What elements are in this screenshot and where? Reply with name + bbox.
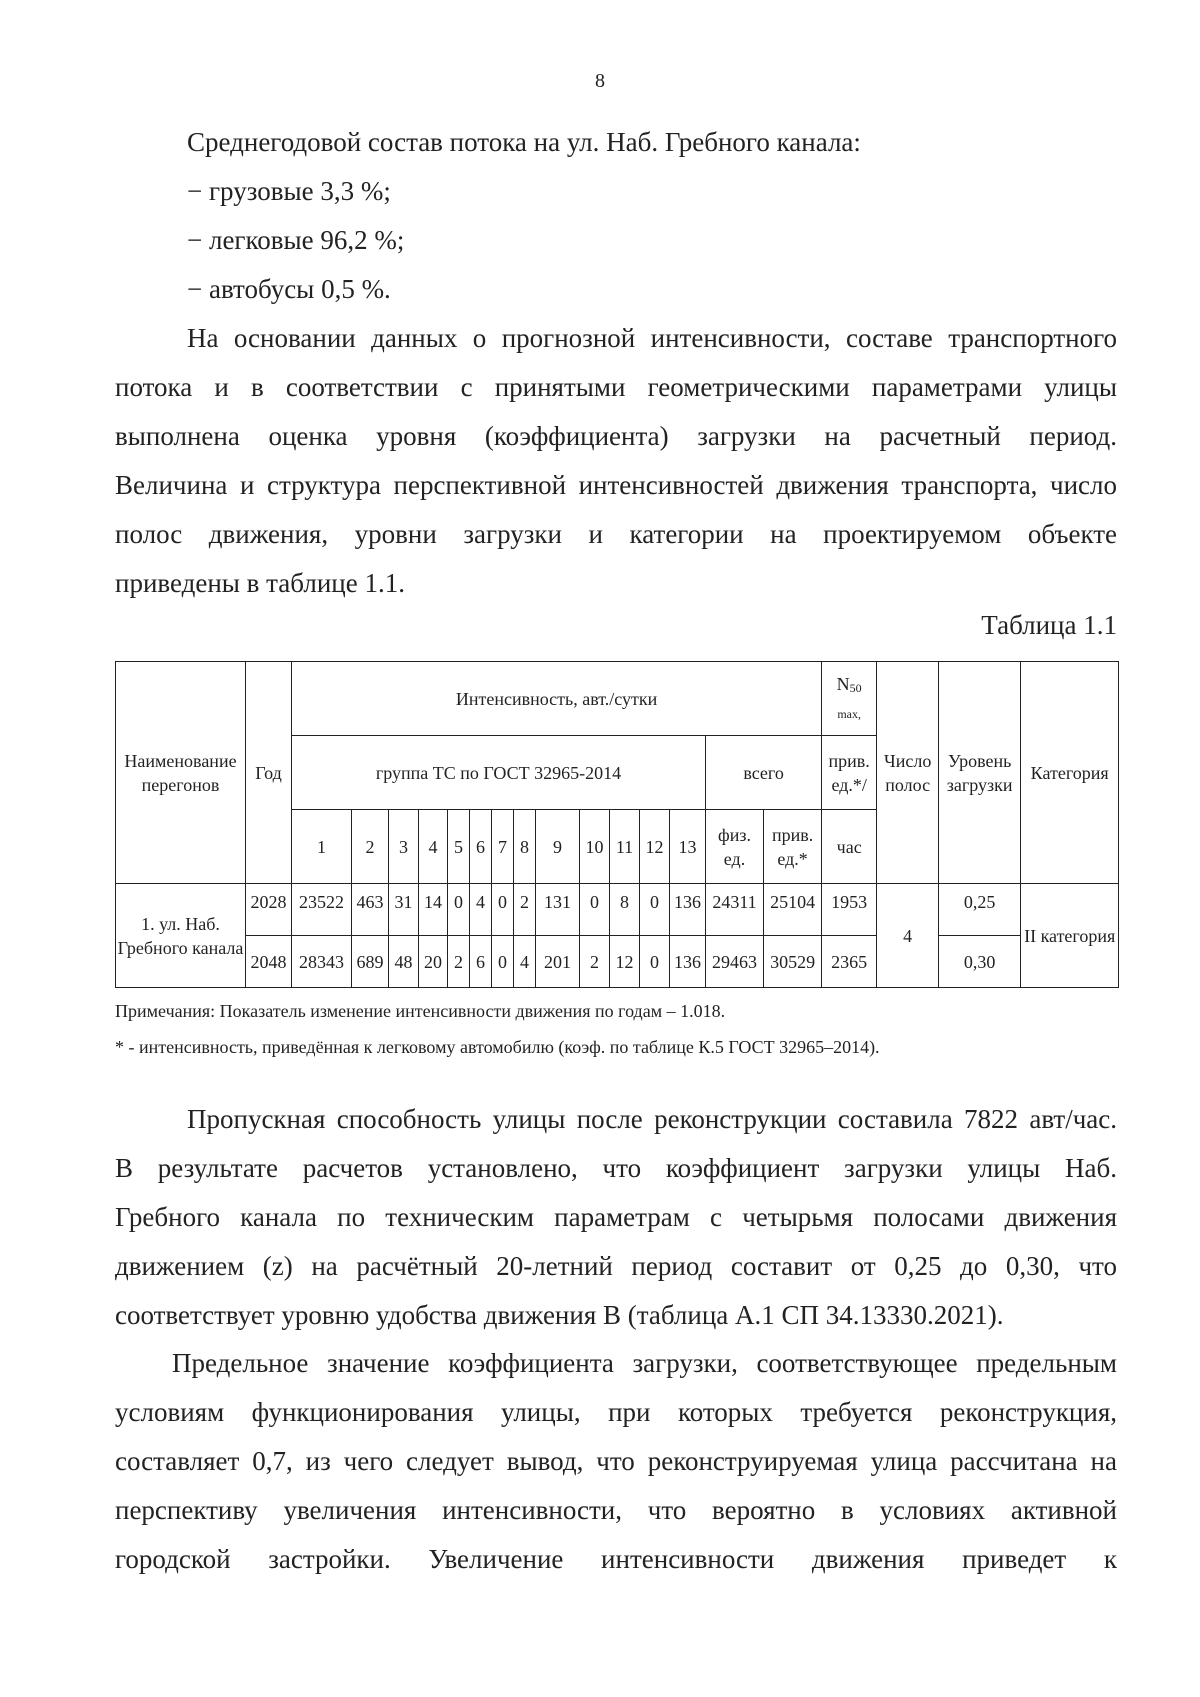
group-col-1: 1 [292,810,352,884]
paragraph-line: полос движения, уровни загрузки и категории на проектируемом объекте [115,519,1117,549]
group-col-2: 2 [352,810,389,884]
row-group-11: 12 [610,936,640,988]
group-col-7: 7 [492,810,514,884]
lanes-value: 4 [877,884,939,988]
header-phys: физ. ед. [706,810,764,884]
row-group-7: 0 [492,884,514,936]
row-phys: 29463 [706,936,764,988]
row-group-5: 2 [448,936,470,988]
header-total: всего [706,736,822,810]
row-group-3: 48 [389,936,419,988]
header-n50 [822,662,877,736]
segment-name: 1. ул. Наб. Гребного канала [116,884,246,988]
row-group-1: 28343 [292,936,352,988]
row-year: 2028 [246,884,292,936]
row-group-10: 2 [580,936,610,988]
row-group-13: 136 [670,884,706,936]
composition-item-cars: − легковые 96,2 %; [187,225,405,255]
paragraph-line: движением (z) на расчётный 20-летний период составит от 0,25 до 0,30, что [115,1251,1117,1281]
group-col-9: 9 [536,810,580,884]
group-col-5: 5 [448,810,470,884]
intensity-table [115,661,1119,988]
row-group-6: 6 [470,936,492,988]
category-value: II категория [1021,884,1119,988]
group-col-10: 10 [580,810,610,884]
row-group-10: 0 [580,884,610,936]
row-group-1: 23522 [292,884,352,936]
composition-item-buses: − автобусы 0,5 %. [187,274,391,304]
header-year: Год [246,662,292,884]
header-lanes: Число полос [877,662,939,884]
paragraph-line: Предельное значение коэффициента загрузки, соответствующее предельным [172,1348,1117,1378]
paragraph-line: соответствует уровню удобства движения В (таблица А.1 СП 34.13330.2021). [115,1300,1004,1330]
row-group-13: 136 [670,936,706,988]
row-phys: 24311 [706,884,764,936]
paragraph-line: перспективу увеличения интенсивности, что вероятно в условиях активной [115,1495,1117,1525]
row-group-11: 8 [610,884,640,936]
row-group-7: 0 [492,936,514,988]
table-note-2: * - интенсивность, приведённая к легковому автомобилю (коэф. по таблице К.5 ГОСТ 32965–2014). [115,1037,880,1057]
paragraph-intensity [115,314,1117,608]
paragraph-line: На основании данных о прогнозной интенсивности, составе транспортного [187,323,1117,353]
table-caption: Таблица 1.1 [981,610,1117,640]
row-load: 0,30 [939,936,1021,988]
row-n50: 1953 [822,884,877,936]
row-group-4: 14 [419,884,448,936]
header-category: Категория [1021,662,1119,884]
row-group-12: 0 [640,884,670,936]
row-group-4: 20 [419,936,448,988]
header-n50-letter: N [836,673,850,694]
paragraph-line: Величина и структура перспективной интенсивностей движения транспорта, число [115,470,1117,500]
group-col-11: 11 [610,810,640,884]
row-group-8: 4 [514,936,536,988]
row-group-12: 0 [640,936,670,988]
row-n50: 2365 [822,936,877,988]
header-n50-max: max, [837,706,861,721]
row-priv: 30529 [764,936,822,988]
row-year: 2048 [246,936,292,988]
header-priv-unit: прив. ед.*/ [822,736,877,810]
page-number: 8 [595,70,605,92]
paragraph-line: приведены в таблице 1.1. [115,568,405,598]
header-n50-sub: 50 [849,680,862,695]
row-group-6: 4 [470,884,492,936]
row-group-2: 463 [352,884,389,936]
group-col-8: 8 [514,810,536,884]
row-priv: 25104 [764,884,822,936]
header-name: Наименование перегонов [116,662,246,884]
paragraph-line: В результате расчетов установлено, что коэффициент загрузки улицы Наб. [115,1153,1117,1183]
row-group-9: 131 [536,884,580,936]
composition-title: Среднегодовой состав потока на ул. Наб. Гребного канала: [187,127,861,157]
paragraph-line: Гребного канала по техническим параметрам с четырьмя полосами движения [115,1202,1117,1232]
group-col-12: 12 [640,810,670,884]
header-group: группа ТС по ГОСТ 32965-2014 [292,736,706,810]
row-group-8: 2 [514,884,536,936]
row-group-9: 201 [536,936,580,988]
paragraph-line: составляет 0,7, из чего следует вывод, что реконструируемая улица рассчитана на [115,1446,1117,1476]
paragraph-line: городской застройки. Увеличение интенсивности движения приведет к [115,1544,1117,1574]
paragraph-line: Пропускная способность улицы после реконструкции составила 7822 авт/час. [187,1104,1117,1134]
group-col-4: 4 [419,810,448,884]
paragraph-limit [115,1339,1117,1584]
header-intensity: Интенсивность, авт./сутки [292,662,822,736]
paragraph-line: потока и в соответствии с принятыми геометрическими параметрами улицы [115,372,1117,402]
row-group-5: 0 [448,884,470,936]
group-col-13: 13 [670,810,706,884]
header-load: Уровень загрузки [939,662,1021,884]
composition-item-trucks: − грузовые 3,3 %; [187,176,391,206]
paragraph-line: условиям функционирования улицы, при которых требуется реконструкция, [115,1397,1117,1427]
header-priv: прив. ед.* [764,810,822,884]
group-col-6: 6 [470,810,492,884]
group-col-3: 3 [389,810,419,884]
row-load: 0,25 [939,884,1021,936]
paragraph-line: выполнена оценка уровня (коэффициента) загрузки на расчетный период. [115,421,1117,451]
row-group-3: 31 [389,884,419,936]
paragraph-capacity [115,1095,1117,1340]
header-hour: час [822,810,877,884]
row-group-2: 689 [352,936,389,988]
table-note-1: Примечания: Показатель изменение интенсивности движения по годам – 1.018. [115,1001,726,1021]
